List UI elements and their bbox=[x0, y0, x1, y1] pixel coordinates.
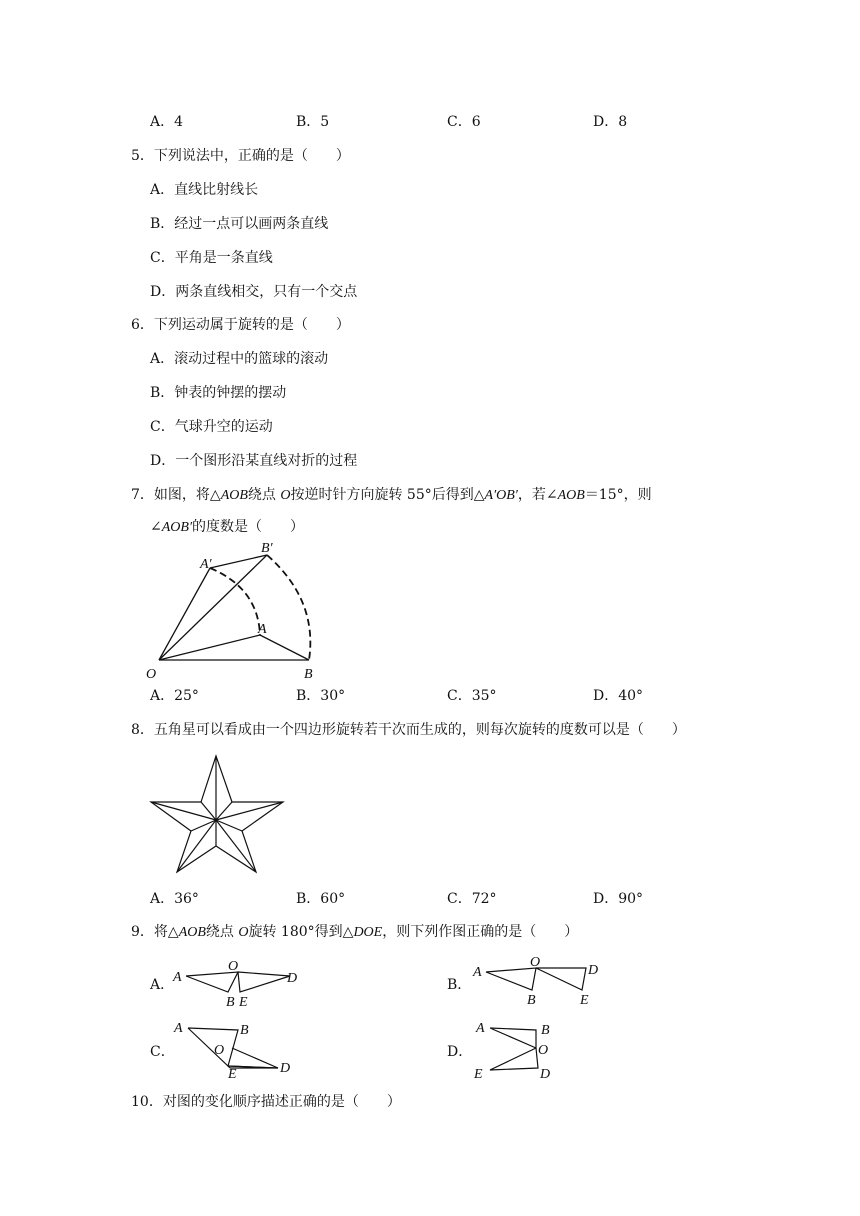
svg-text:A: A bbox=[174, 1021, 183, 1036]
q8-option-c: C．72° bbox=[447, 891, 497, 907]
q7-label-b: B bbox=[304, 667, 313, 682]
svg-text:D: D bbox=[287, 971, 298, 986]
q7-option-c: C．35° bbox=[447, 688, 497, 704]
svg-text:B: B bbox=[527, 993, 536, 1008]
svg-text:A: A bbox=[476, 1021, 485, 1036]
q7-stem-line2: ∠AOB′的度数是（ ） bbox=[150, 519, 305, 535]
svg-text:B: B bbox=[541, 1023, 550, 1038]
q7-stem: 7．如图，将△AOB绕点 O按逆时针方向旋转 55°后得到△A′OB′，若∠AOB＝15°，则 bbox=[131, 487, 652, 503]
svg-text:E: E bbox=[239, 995, 248, 1008]
q8-option-d: D．90° bbox=[593, 891, 644, 907]
q9-option-a-letter: A． bbox=[150, 977, 175, 993]
svg-text:D: D bbox=[588, 963, 599, 978]
q9-figure-b bbox=[470, 954, 610, 1012]
q6-option-d: D．一个图形沿某直线对折的过程 bbox=[150, 453, 358, 469]
q7-label-b-prime: B′ bbox=[261, 541, 273, 556]
svg-text:O: O bbox=[530, 955, 541, 970]
q5-option-c: C．平角是一条直线 bbox=[150, 250, 273, 266]
q7-label-a-prime: A′ bbox=[200, 557, 212, 572]
q7-option-b: B．30° bbox=[296, 688, 346, 704]
svg-text:E: E bbox=[474, 1067, 483, 1082]
svg-text:D: D bbox=[280, 1061, 291, 1076]
q9-option-b-letter: B． bbox=[447, 977, 472, 993]
q4-option-d: D．8 bbox=[593, 114, 628, 130]
svg-text:A: A bbox=[173, 970, 182, 985]
svg-text:B: B bbox=[226, 995, 235, 1008]
q4-option-a: A．4 bbox=[150, 114, 184, 130]
q5-option-d: D．两条直线相交，只有一个交点 bbox=[150, 284, 358, 300]
q5-stem: 5．下列说法中，正确的是（ ） bbox=[131, 148, 350, 164]
q9-option-c-letter: C． bbox=[150, 1044, 175, 1060]
svg-text:O: O bbox=[214, 1043, 225, 1058]
svg-text:O: O bbox=[228, 959, 239, 974]
q6-stem: 6．下列运动属于旋转的是（ ） bbox=[131, 317, 350, 333]
q9-figure-a bbox=[170, 956, 305, 1008]
q6-option-a: A．滚动过程中的篮球的滚动 bbox=[150, 351, 329, 367]
svg-text:O: O bbox=[538, 1043, 549, 1058]
q7-option-a: A．25° bbox=[150, 688, 199, 704]
q4-option-b: B．5 bbox=[296, 114, 330, 130]
q7-label-a: A bbox=[258, 622, 267, 637]
svg-text:D: D bbox=[540, 1067, 551, 1082]
q9-figure-c bbox=[170, 1016, 300, 1080]
q5-option-b: B．经过一点可以画两条直线 bbox=[150, 216, 329, 232]
svg-text:E: E bbox=[228, 1067, 237, 1080]
svg-text:A: A bbox=[473, 965, 482, 980]
q8-option-b: B．60° bbox=[296, 891, 346, 907]
q9-stem: 9．将△AOB绕点 O旋转 180°得到△DOE，则下列作图正确的是（ ） bbox=[131, 924, 579, 940]
q5-option-a: A．直线比射线长 bbox=[150, 182, 259, 198]
q8-star-figure bbox=[146, 752, 288, 876]
q10-stem: 10．对图的变化顺序描述正确的是（ ） bbox=[131, 1094, 401, 1110]
q7-rotation-figure bbox=[140, 538, 330, 684]
q7-option-d: D．40° bbox=[593, 688, 644, 704]
q7-label-o: O bbox=[146, 667, 157, 682]
q9-figure-d bbox=[468, 1016, 588, 1082]
q8-stem: 8．五角星可以看成由一个四边形旋转若干次而生成的，则每次旋转的度数可以是（ ） bbox=[131, 722, 686, 738]
q6-option-c: C．气球升空的运动 bbox=[150, 419, 273, 435]
q6-option-b: B．钟表的钟摆的摆动 bbox=[150, 385, 287, 401]
q9-option-d-letter: D． bbox=[447, 1044, 473, 1060]
svg-text:E: E bbox=[580, 993, 589, 1008]
q8-option-a: A．36° bbox=[150, 891, 199, 907]
svg-text:B: B bbox=[240, 1023, 249, 1038]
q4-option-c: C．6 bbox=[447, 114, 481, 130]
